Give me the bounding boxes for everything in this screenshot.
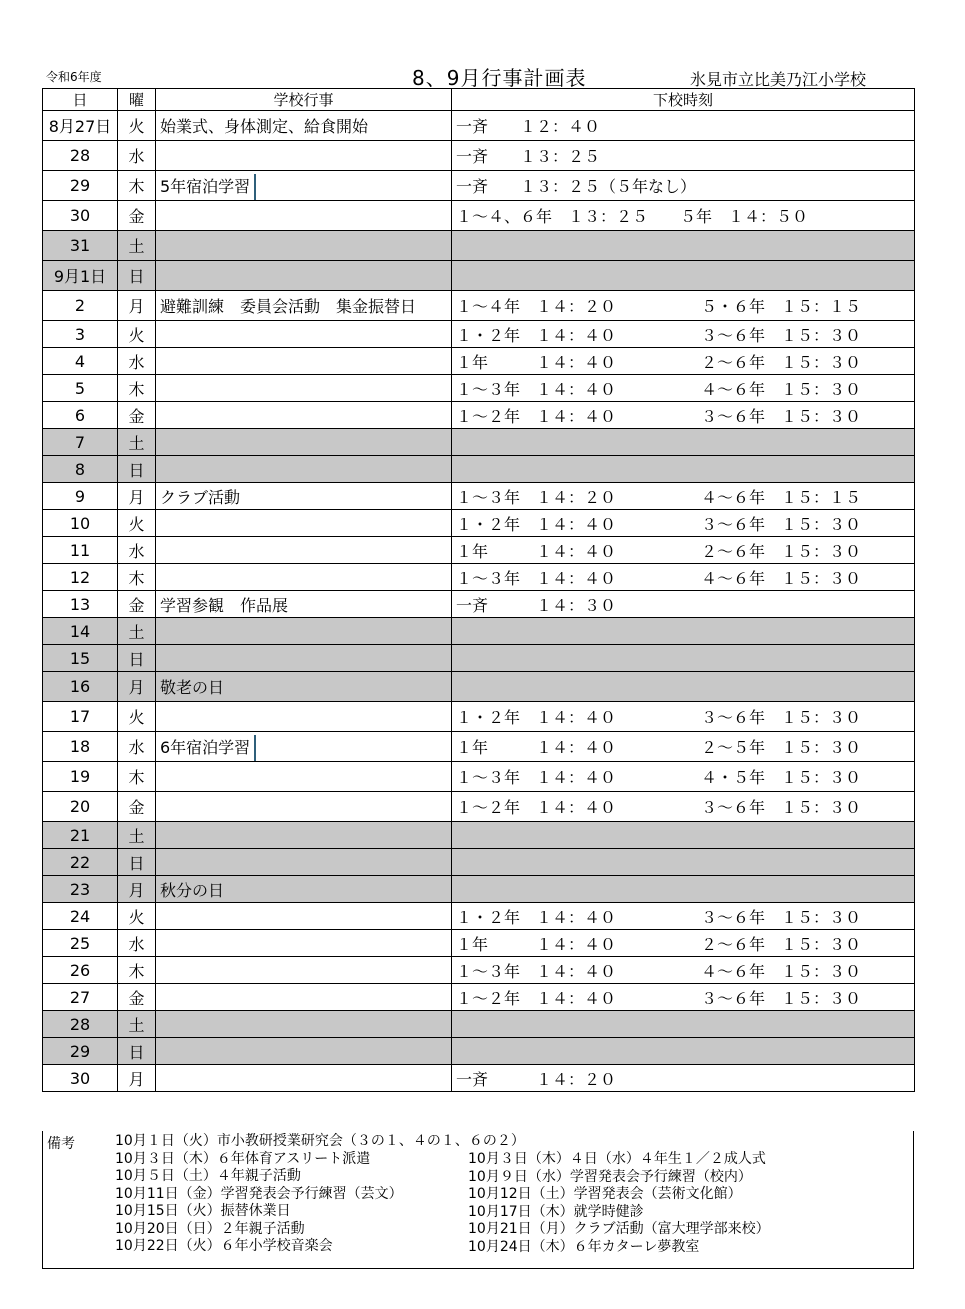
dismissal-time-1: 一斉 １２：４０ (456, 117, 601, 136)
note-item: 10月３日（木）４日（水）４年生１／２成人式 (468, 1151, 766, 1167)
dismissal-time-1: １・２年 １４：４０ (456, 907, 617, 927)
row-weekday: 金 (118, 792, 156, 822)
row-event (156, 402, 452, 429)
row-dismissal (452, 618, 915, 645)
dismissal-time-2: ４～６年 １５：３０ (701, 961, 862, 981)
row-event (156, 930, 452, 957)
dismissal-time-2: ２～５年 １５：３０ (701, 738, 862, 757)
row-weekday: 日 (118, 456, 156, 483)
row-weekday: 木 (118, 375, 156, 402)
row-weekday: 土 (118, 822, 156, 849)
table-row (43, 171, 915, 201)
row-date: 8月27日 (43, 111, 118, 141)
row-date: 28 (43, 1011, 118, 1038)
row-date: 13 (43, 591, 118, 618)
table-row (43, 1011, 915, 1038)
row-weekday: 火 (118, 321, 156, 348)
row-dismissal (452, 930, 915, 957)
row-weekday: 水 (118, 732, 156, 762)
row-event (156, 876, 452, 903)
notes-label: 備考 (47, 1136, 75, 1152)
event-text: 学習参観 作品展 (160, 595, 289, 615)
table-row (43, 762, 915, 792)
row-dismissal (452, 231, 915, 261)
row-date: 22 (43, 849, 118, 876)
row-dismissal (452, 762, 915, 792)
notes-section (42, 1131, 914, 1269)
row-date: 2 (43, 291, 118, 321)
header-dow: 曜 (118, 89, 156, 111)
table-row (43, 201, 915, 231)
schedule-body (43, 111, 915, 1092)
row-date: 6 (43, 402, 118, 429)
row-dismissal (452, 483, 915, 510)
dismissal-time-2: ５・６年 １５：１５ (701, 297, 862, 316)
row-weekday: 木 (118, 957, 156, 984)
row-date: 31 (43, 231, 118, 261)
notes-left-column (115, 1133, 525, 1256)
dismissal-time-1: １年 １４：４０ (456, 541, 617, 561)
row-date: 24 (43, 903, 118, 930)
note-item: 10月21日（月）クラブ活動（富大理学部来校） (468, 1221, 770, 1237)
table-row (43, 702, 915, 732)
row-weekday: 日 (118, 645, 156, 672)
row-date: 20 (43, 792, 118, 822)
row-date: 21 (43, 822, 118, 849)
dismissal-time-2: ４～６年 １５：３０ (701, 379, 862, 399)
dismissal-time-1: １～２年 １４：４０ (456, 988, 617, 1008)
row-weekday: 火 (118, 510, 156, 537)
table-row (43, 591, 915, 618)
event-text: 5年宿泊学習 (160, 177, 251, 196)
table-row (43, 111, 915, 141)
row-dismissal (452, 321, 915, 348)
row-weekday: 月 (118, 1065, 156, 1092)
dismissal-time-1: １～４、６年 １３：２５ ５年 １４：５０ (456, 207, 809, 226)
row-event (156, 348, 452, 375)
row-dismissal (452, 291, 915, 321)
table-header-row (43, 89, 915, 111)
row-event (156, 1038, 452, 1065)
note-item: 10月24日（木）６年カターレ夢教室 (468, 1238, 700, 1255)
dismissal-time-2: ３～６年 １５：３０ (701, 798, 862, 817)
row-dismissal (452, 645, 915, 672)
row-date: 12 (43, 564, 118, 591)
row-event (156, 732, 452, 762)
row-event (156, 1011, 452, 1038)
row-date: 5 (43, 375, 118, 402)
row-event (156, 201, 452, 231)
row-dismissal (452, 732, 915, 762)
row-weekday: 金 (118, 591, 156, 618)
row-weekday: 日 (118, 261, 156, 291)
row-event (156, 321, 452, 348)
row-event (156, 141, 452, 171)
row-weekday: 木 (118, 762, 156, 792)
table-row (43, 1065, 915, 1092)
row-dismissal (452, 903, 915, 930)
dismissal-time-2: ３～６年 １５：３０ (701, 988, 862, 1008)
dismissal-time-1: １～３年 １４：４０ (456, 768, 617, 787)
row-dismissal (452, 792, 915, 822)
row-date: 3 (43, 321, 118, 348)
table-row (43, 375, 915, 402)
row-dismissal (452, 1011, 915, 1038)
note-item: 10月15日（火）振替休業日 (115, 1203, 291, 1219)
row-event (156, 1065, 452, 1092)
dismissal-time-1: １～３年 １４：２０ (456, 487, 617, 507)
dismissal-time-2: ４・５年 １５：３０ (701, 768, 862, 787)
row-date: 17 (43, 702, 118, 732)
table-row (43, 792, 915, 822)
event-text: クラブ活動 (160, 487, 241, 507)
arrow-down-icon (250, 174, 264, 194)
row-weekday: 土 (118, 618, 156, 645)
row-weekday: 土 (118, 1011, 156, 1038)
note-item: 10月17日（木）就学時健診 (468, 1203, 644, 1220)
row-date: 29 (43, 171, 118, 201)
row-date: 16 (43, 672, 118, 702)
note-item: 10月12日（土）学習発表会（芸術文化館） (468, 1186, 742, 1202)
event-text: 秋分の日 (160, 880, 225, 900)
table-row (43, 231, 915, 261)
table-row (43, 291, 915, 321)
row-date: 4 (43, 348, 118, 375)
table-row (43, 645, 915, 672)
row-weekday: 月 (118, 672, 156, 702)
dismissal-time-1: 一斉 １３：２５ (456, 147, 601, 166)
row-dismissal (452, 876, 915, 903)
table-row (43, 537, 915, 564)
row-date: 8 (43, 456, 118, 483)
row-dismissal (452, 1065, 915, 1092)
row-weekday: 月 (118, 291, 156, 321)
table-row (43, 876, 915, 903)
row-weekday: 水 (118, 141, 156, 171)
row-event (156, 849, 452, 876)
dismissal-time-1: １～２年 １４：４０ (456, 798, 617, 817)
row-date: 10 (43, 510, 118, 537)
table-row (43, 849, 915, 876)
row-dismissal (452, 672, 915, 702)
row-date: 19 (43, 762, 118, 792)
note-item: 10月３日（木）６年体育アスリート派遣 (115, 1150, 371, 1167)
row-weekday: 木 (118, 171, 156, 201)
row-dismissal (452, 849, 915, 876)
dismissal-time-1: １年 １４：４０ (456, 738, 617, 757)
row-dismissal (452, 591, 915, 618)
event-text: 始業式、身体測定、給食開始 (160, 117, 369, 136)
row-weekday: 月 (118, 876, 156, 903)
dismissal-time-1: １・２年 １４：４０ (456, 514, 617, 534)
table-row (43, 348, 915, 375)
row-weekday: 金 (118, 402, 156, 429)
dismissal-time-2: ２～６年 １５：３０ (701, 352, 862, 372)
row-date: 28 (43, 141, 118, 171)
row-event (156, 261, 452, 291)
schedule-table (42, 88, 915, 1092)
row-dismissal (452, 564, 915, 591)
page-title: 8、9月行事計画表 (412, 66, 587, 90)
row-weekday: 日 (118, 1038, 156, 1065)
row-event (156, 111, 452, 141)
row-event (156, 510, 452, 537)
table-row (43, 732, 915, 762)
row-date: 7 (43, 429, 118, 456)
row-event (156, 291, 452, 321)
table-row (43, 930, 915, 957)
row-weekday: 木 (118, 564, 156, 591)
row-event (156, 762, 452, 792)
row-event (156, 564, 452, 591)
row-event (156, 984, 452, 1011)
header-dismissal: 下校時刻 (452, 89, 915, 111)
dismissal-time-1: １・２年 １４：４０ (456, 325, 617, 345)
row-date: 30 (43, 201, 118, 231)
row-dismissal (452, 261, 915, 291)
table-row (43, 957, 915, 984)
row-date: 18 (43, 732, 118, 762)
table-row (43, 672, 915, 702)
table-row (43, 141, 915, 171)
note-item: 10月１日（火）市小教研授業研究会（３の１、４の１、６の２） (115, 1133, 525, 1149)
event-text: 6年宿泊学習 (160, 738, 251, 757)
row-dismissal (452, 111, 915, 141)
header-date: 日 (43, 89, 118, 111)
row-weekday: 土 (118, 231, 156, 261)
row-weekday: 金 (118, 984, 156, 1011)
dismissal-time-2: ３～６年 １５：３０ (701, 907, 862, 927)
row-dismissal (452, 375, 915, 402)
row-event (156, 702, 452, 732)
row-event (156, 537, 452, 564)
row-event (156, 591, 452, 618)
row-date: 11 (43, 537, 118, 564)
table-row (43, 321, 915, 348)
row-date: 25 (43, 930, 118, 957)
row-date: 9 (43, 483, 118, 510)
table-row (43, 483, 915, 510)
row-weekday: 月 (118, 483, 156, 510)
dismissal-time-2: ２～６年 １５：３０ (701, 934, 862, 954)
row-dismissal (452, 141, 915, 171)
table-row (43, 510, 915, 537)
table-row (43, 564, 915, 591)
row-dismissal (452, 201, 915, 231)
note-item: 10月９日（水）学習発表会予行練習（校内） (468, 1168, 752, 1185)
row-event (156, 231, 452, 261)
table-row (43, 402, 915, 429)
table-row (43, 429, 915, 456)
notes-right-column (468, 1151, 770, 1256)
note-item: 10月20日（日）２年親子活動 (115, 1220, 305, 1237)
row-weekday: 火 (118, 111, 156, 141)
row-dismissal (452, 1038, 915, 1065)
row-dismissal (452, 822, 915, 849)
dismissal-time-1: １～４年 １４：２０ (456, 297, 617, 316)
event-text: 避難訓練 委員会活動 集金振替日 (160, 297, 417, 316)
dismissal-time-1: 一斉 １４：３０ (456, 595, 617, 615)
dismissal-time-1: １～２年 １４：４０ (456, 406, 617, 426)
table-row (43, 456, 915, 483)
row-event (156, 672, 452, 702)
row-dismissal (452, 957, 915, 984)
table-row (43, 618, 915, 645)
row-date: 30 (43, 1065, 118, 1092)
row-event (156, 957, 452, 984)
table-row (43, 1038, 915, 1065)
row-date: 15 (43, 645, 118, 672)
row-dismissal (452, 702, 915, 732)
dismissal-time-1: １・２年 １４：４０ (456, 708, 617, 727)
note-item: 10月22日（火）６年小学校音楽会 (115, 1238, 333, 1254)
row-date: 29 (43, 1038, 118, 1065)
row-date: 9月1日 (43, 261, 118, 291)
dismissal-time-2: ３～６年 １５：３０ (701, 325, 862, 345)
row-weekday: 火 (118, 702, 156, 732)
row-weekday: 土 (118, 429, 156, 456)
row-dismissal (452, 402, 915, 429)
row-weekday: 水 (118, 930, 156, 957)
row-weekday: 水 (118, 537, 156, 564)
dismissal-time-1: １年 １４：４０ (456, 352, 617, 372)
arrow-down-icon (250, 735, 264, 755)
table-row (43, 261, 915, 291)
row-dismissal (452, 984, 915, 1011)
row-dismissal (452, 429, 915, 456)
row-dismissal (452, 348, 915, 375)
row-event (156, 483, 452, 510)
row-event (156, 429, 452, 456)
row-event (156, 375, 452, 402)
table-row (43, 984, 915, 1011)
note-item: 10月11日（金）学習発表会予行練習（芸文） (115, 1185, 403, 1202)
row-event (156, 822, 452, 849)
table-row (43, 822, 915, 849)
row-dismissal (452, 456, 915, 483)
row-date: 14 (43, 618, 118, 645)
fiscal-year: 令和6年度 (46, 70, 102, 84)
row-dismissal (452, 171, 915, 201)
dismissal-time-1: １～３年 １４：４０ (456, 961, 617, 981)
dismissal-time-1: 一斉 １３：２５（５年なし） (456, 177, 697, 196)
row-date: 27 (43, 984, 118, 1011)
dismissal-time-2: ４～６年 １５：１５ (701, 487, 862, 507)
dismissal-time-2: ３～６年 １５：３０ (701, 514, 862, 534)
dismissal-time-1: １～３年 １４：４０ (456, 568, 617, 588)
row-weekday: 日 (118, 849, 156, 876)
dismissal-time-1: １年 １４：４０ (456, 934, 617, 954)
row-event (156, 645, 452, 672)
dismissal-time-1: 一斉 １４：２０ (456, 1069, 617, 1089)
row-event (156, 792, 452, 822)
dismissal-time-2: ４～６年 １５：３０ (701, 568, 862, 588)
dismissal-time-2: ３～６年 １５：３０ (701, 708, 862, 727)
dismissal-time-1: １～３年 １４：４０ (456, 379, 617, 399)
row-date: 26 (43, 957, 118, 984)
row-event (156, 171, 452, 201)
table-row (43, 903, 915, 930)
dismissal-time-2: ２～６年 １５：３０ (701, 541, 862, 561)
row-dismissal (452, 537, 915, 564)
row-weekday: 金 (118, 201, 156, 231)
dismissal-time-2: ３～６年 １５：３０ (701, 406, 862, 426)
note-item: 10月５日（土）４年親子活動 (115, 1168, 301, 1184)
row-event (156, 618, 452, 645)
row-weekday: 水 (118, 348, 156, 375)
event-text: 敬老の日 (160, 678, 225, 697)
row-event (156, 903, 452, 930)
row-date: 23 (43, 876, 118, 903)
row-event (156, 456, 452, 483)
school-name: 氷見市立比美乃江小学校 (690, 70, 867, 89)
row-dismissal (452, 510, 915, 537)
row-weekday: 火 (118, 903, 156, 930)
header-event: 学校行事 (156, 89, 452, 111)
